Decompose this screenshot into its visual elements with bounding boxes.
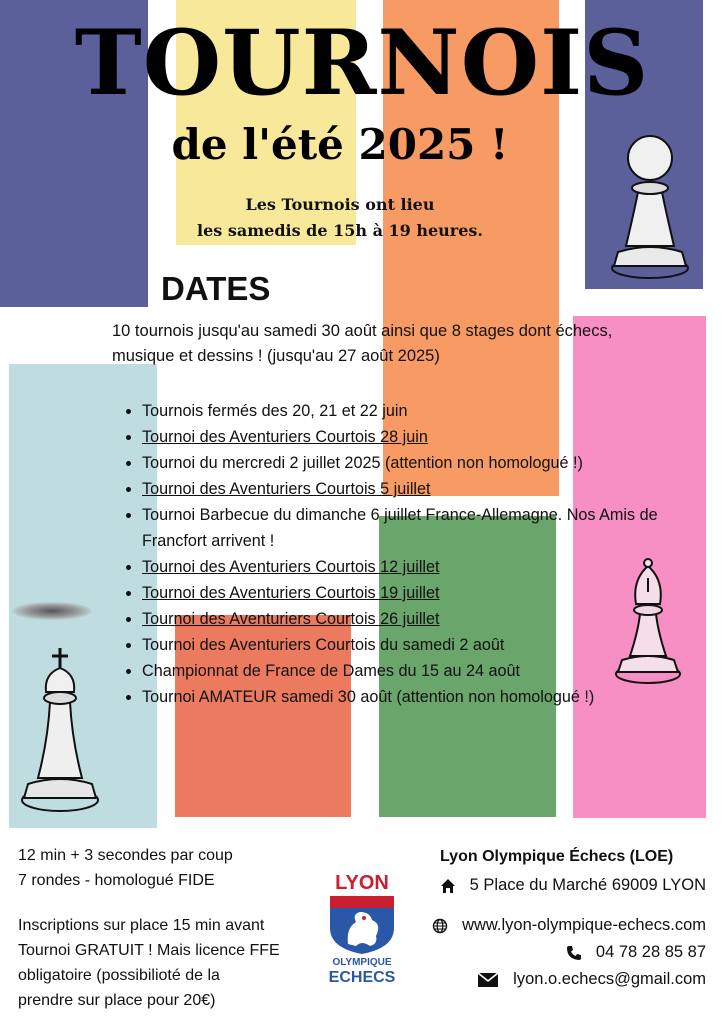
phone-text[interactable]: 04 78 28 85 87 bbox=[595, 943, 706, 961]
globe-icon bbox=[432, 918, 448, 934]
logo-top-text: LYON bbox=[335, 872, 389, 894]
website-row bbox=[432, 916, 706, 935]
event-list bbox=[124, 398, 702, 710]
phone-icon bbox=[566, 945, 582, 961]
club-name: Lyon Olympique Échecs (LOE) bbox=[440, 848, 674, 865]
email-link[interactable]: lyon.o.echecs@gmail.com bbox=[513, 970, 706, 988]
page-subtitle: de l'été 2025 ! bbox=[171, 120, 509, 169]
shadow-decoration bbox=[12, 602, 92, 620]
list-item-link[interactable]: • Tournoi des Aventuriers Courtois 28 juin bbox=[142, 424, 702, 450]
mail-icon bbox=[477, 972, 499, 988]
rules-section bbox=[18, 843, 318, 1013]
website-link[interactable]: www.lyon-olympique-echecs.com bbox=[462, 916, 706, 934]
rounds: 7 rondes - homologué FIDE bbox=[18, 872, 215, 889]
list-item-link[interactable]: • Tournoi des Aventuriers Courtois 19 juillet bbox=[142, 580, 702, 606]
page-title: TOURNOIS bbox=[74, 10, 650, 116]
list-item: • Championnat de France de Dames du 15 au 24 août bbox=[142, 658, 702, 684]
list-item: • Tournoi Barbecue du dimanche 6 juillet France-Allemagne. Nos Amis de Francfort arrivent ! bbox=[142, 502, 702, 554]
king-icon bbox=[18, 640, 108, 815]
list-item-link[interactable]: • Tournoi des Aventuriers Courtois 5 juillet bbox=[142, 476, 702, 502]
list-item-link[interactable]: • Tournoi des Aventuriers Courtois 12 juillet bbox=[142, 554, 702, 580]
dates-heading: DATES bbox=[161, 270, 271, 307]
list-item: • Tournois fermés des 20, 21 et 22 juin bbox=[142, 398, 702, 424]
list-item-link[interactable]: • Tournoi des Aventuriers Courtois 26 juillet bbox=[142, 606, 702, 632]
home-icon bbox=[440, 878, 456, 894]
schedule-text bbox=[170, 192, 510, 244]
schedule-line-1: Les Tournois ont lieu bbox=[245, 195, 435, 214]
registration-line: prendre sur place pour 20€) bbox=[18, 992, 216, 1009]
address-text: 5 Place du Marché 69009 LYON bbox=[469, 876, 706, 894]
logo-bottom-text-2: ECHECS bbox=[328, 969, 396, 986]
club-logo bbox=[326, 872, 398, 994]
registration-line: Tournoi GRATUIT ! Mais licence FFE bbox=[18, 942, 280, 959]
schedule-line-2: les samedis de 15h à 19 heures. bbox=[197, 221, 483, 240]
registration-line: obligatoire (possibilioté de la bbox=[18, 967, 220, 984]
list-item: • Tournoi des Aventuriers Courtois du samedi 2 août bbox=[142, 632, 702, 658]
email-row bbox=[477, 970, 706, 989]
logo-bottom-text-1: OLYMPIQUE bbox=[332, 957, 392, 968]
list-item: • Tournoi AMATEUR samedi 30 août (attention non homologué !) bbox=[142, 684, 702, 710]
list-item: • Tournoi du mercredi 2 juillet 2025 (attention non homologué !) bbox=[142, 450, 702, 476]
address-row bbox=[440, 876, 706, 895]
intro-text: 10 tournois jusqu'au samedi 30 août ainsi que 8 stages dont échecs, musique et dessins ! (jusqu'au 27 août 2025) bbox=[112, 322, 613, 365]
lion-shield-icon bbox=[326, 894, 398, 956]
time-control: 12 min + 3 secondes par coup bbox=[18, 847, 233, 864]
phone-row bbox=[566, 943, 706, 962]
registration-line: Inscriptions sur place 15 min avant bbox=[18, 917, 265, 934]
